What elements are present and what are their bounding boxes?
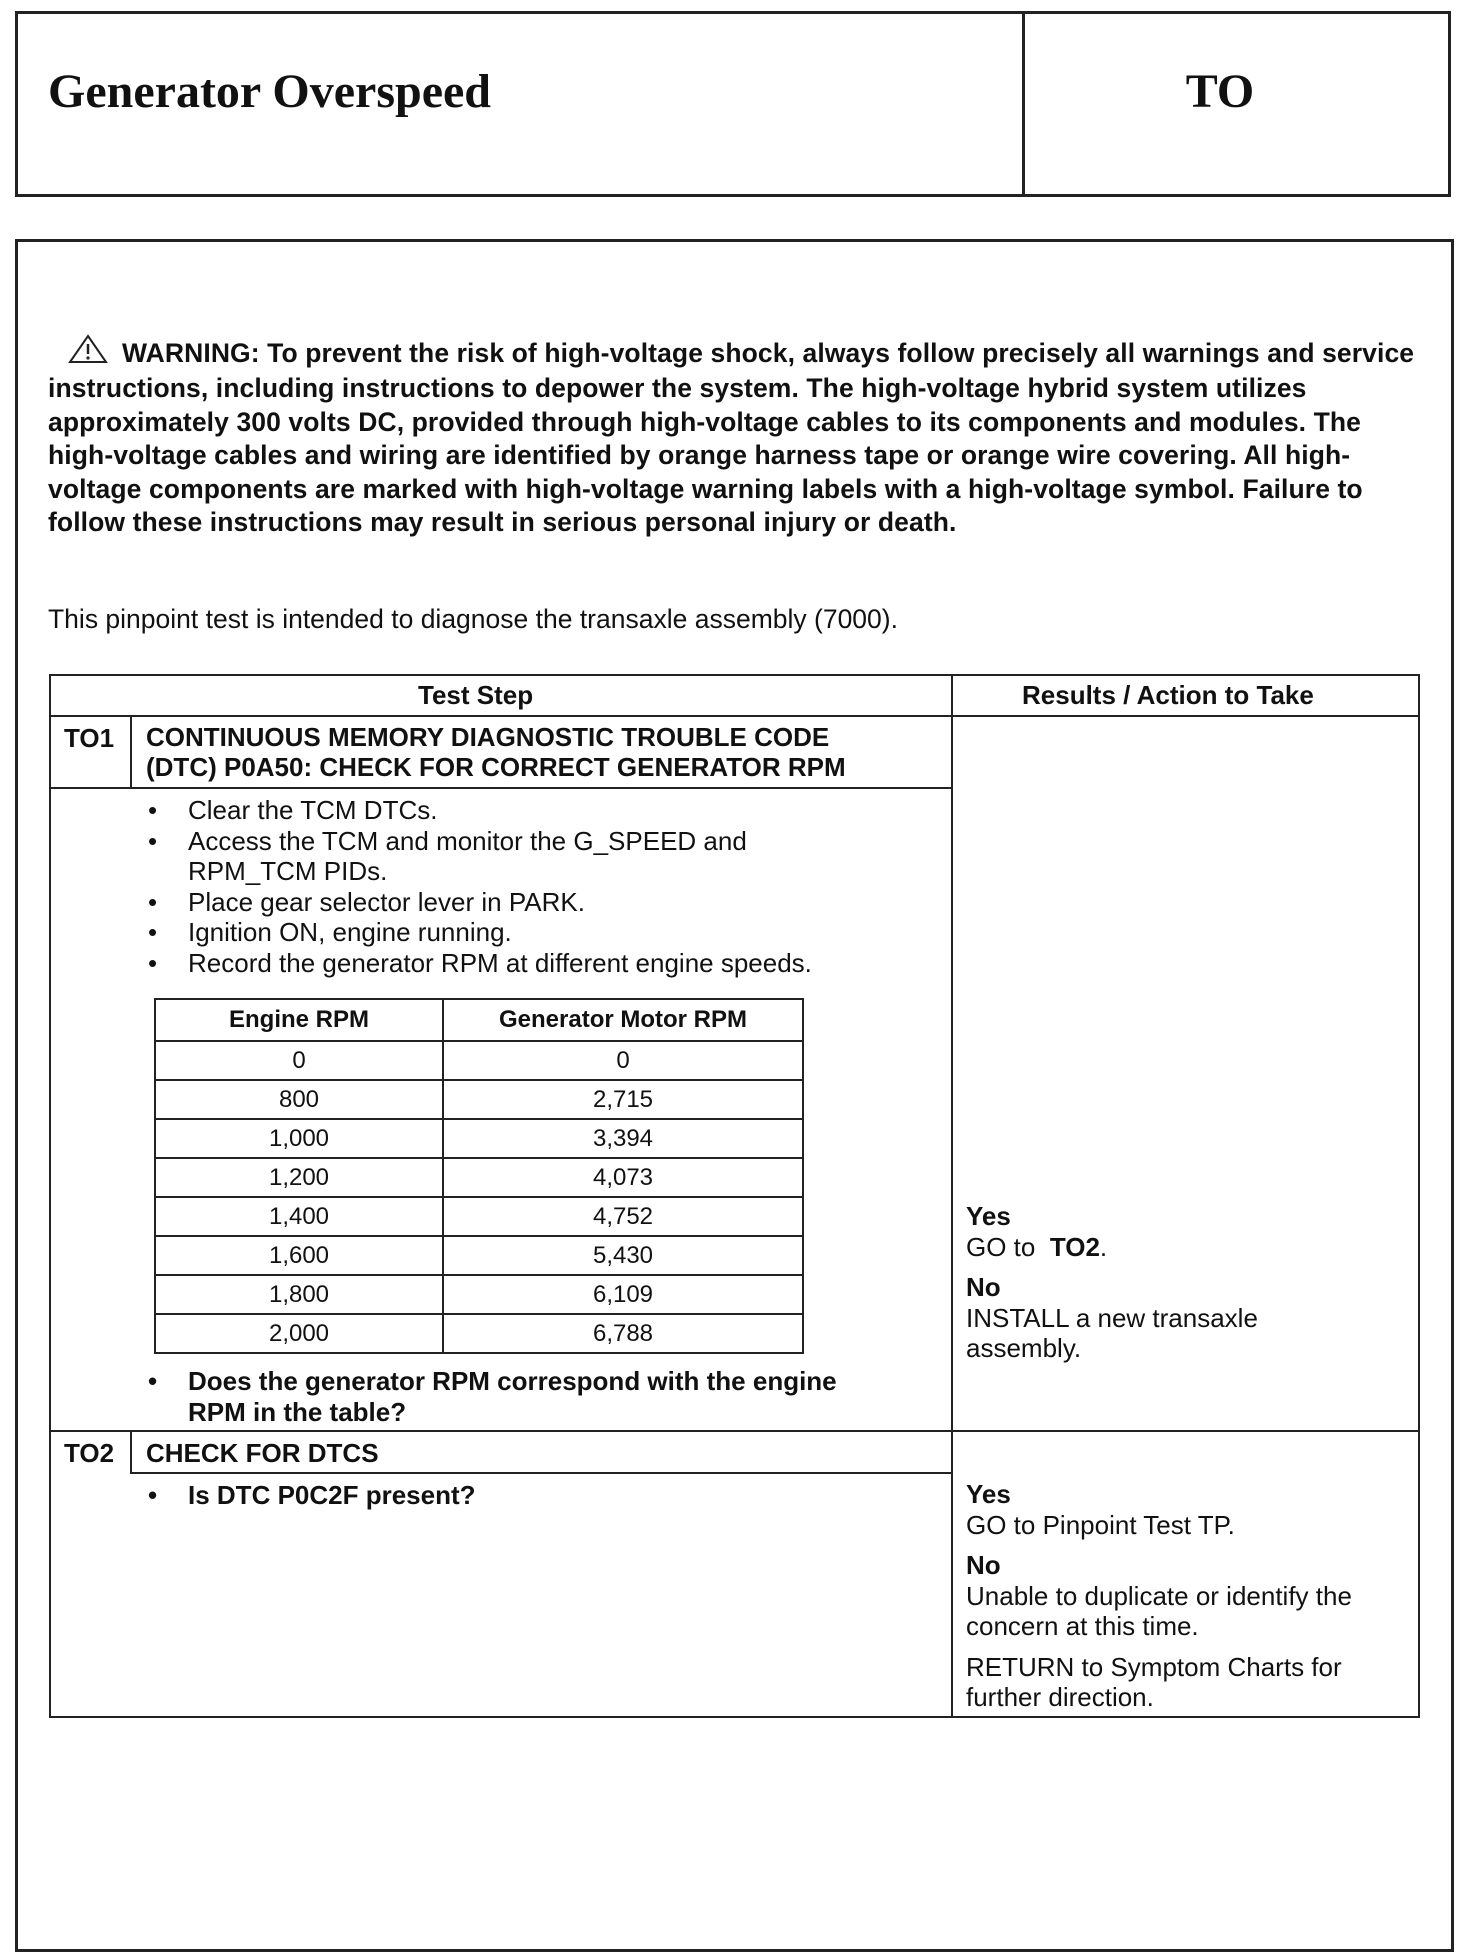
- generator-rpm-cell: 3,394: [443, 1119, 803, 1158]
- list-item: RPM_TCM PIDs.: [188, 856, 388, 886]
- header-test-step: Test Step: [418, 680, 534, 710]
- yes-suffix: .: [1099, 1231, 1108, 1262]
- intro-text: This pinpoint test is intended to diagnose the transaxle assembly (7000).: [48, 604, 898, 634]
- table-row: [155, 1041, 803, 1080]
- section-code: TO: [1185, 65, 1255, 118]
- to1-question: [140, 1366, 837, 1427]
- engine-rpm-cell: 1,800: [155, 1275, 443, 1314]
- table-border-top: [49, 674, 1420, 676]
- yes-target: TO2: [1049, 1231, 1100, 1262]
- return-action-line: RETURN to Symptom Charts for: [966, 1651, 1342, 1682]
- to2-question: [140, 1480, 476, 1511]
- engine-rpm-cell: 1,600: [155, 1236, 443, 1275]
- to1-title-divider: [130, 787, 951, 789]
- no-action-line: Unable to duplicate or identify the: [966, 1580, 1352, 1611]
- engine-rpm-cell: 0: [155, 1041, 443, 1080]
- table-header-divider: [49, 715, 1420, 717]
- no-action-line: INSTALL a new transaxle: [966, 1302, 1258, 1333]
- no-action-line: concern at this time.: [966, 1611, 1199, 1641]
- step-title-line: (DTC) P0A50: CHECK FOR CORRECT GENERATOR RPM: [146, 752, 846, 782]
- list-item: RPM in the table?: [188, 1396, 407, 1427]
- step-title-line: CONTINUOUS MEMORY DIAGNOSTIC TROUBLE CODE: [146, 722, 830, 752]
- engine-rpm-cell: 1,200: [155, 1158, 443, 1197]
- page-title: Generator Overspeed: [48, 65, 491, 118]
- rpm-table: [154, 998, 804, 1354]
- step-id-to2: TO2: [63, 1438, 115, 1468]
- generator-rpm-cell: 6,109: [443, 1275, 803, 1314]
- to1-results: [966, 1201, 1406, 1364]
- yes-prefix: GO to: [966, 1231, 1036, 1262]
- rpm-col-generator: Generator Motor RPM: [443, 999, 803, 1041]
- table-row: [155, 1119, 803, 1158]
- yes-action: [966, 1232, 1406, 1263]
- to2-title-divider: [130, 1472, 951, 1474]
- list-item: • Is DTC P0C2F present?: [140, 1480, 476, 1511]
- generator-rpm-cell: 5,430: [443, 1236, 803, 1275]
- engine-rpm-cell: 800: [155, 1080, 443, 1119]
- table-border-right: [1418, 674, 1420, 1718]
- rpm-col-engine: Engine RPM: [155, 999, 443, 1041]
- to2-results: [966, 1479, 1406, 1713]
- list-item: • Access the TCM and monitor the G_SPEED and: [140, 826, 812, 857]
- engine-rpm-cell: 1,000: [155, 1119, 443, 1158]
- to2-id-divider: [130, 1430, 132, 1474]
- generator-rpm-cell: 4,073: [443, 1158, 803, 1197]
- table-row: [155, 1314, 803, 1353]
- no-action-line: assembly.: [966, 1333, 1082, 1363]
- no-label: No: [966, 1550, 1001, 1580]
- no-label: No: [966, 1272, 1001, 1302]
- list-item: • Clear the TCM DTCs.: [140, 795, 812, 826]
- warning-notice: [48, 334, 1428, 539]
- to2-row-divider: [49, 1430, 1420, 1432]
- table-border-bottom: [49, 1716, 1420, 1718]
- to1-instructions: [140, 795, 812, 978]
- table-row: [155, 1236, 803, 1275]
- list-item: • Does the generator RPM correspond with the engine: [140, 1366, 837, 1397]
- engine-rpm-cell: 2,000: [155, 1314, 443, 1353]
- engine-rpm-cell: 1,400: [155, 1197, 443, 1236]
- table-border-left: [49, 674, 51, 1718]
- table-row: [155, 1158, 803, 1197]
- generator-rpm-cell: 0: [443, 1041, 803, 1080]
- generator-rpm-cell: 4,752: [443, 1197, 803, 1236]
- yes-label: Yes: [966, 1201, 1011, 1231]
- return-action-line: further direction.: [966, 1682, 1154, 1712]
- step-title-to1: [146, 722, 846, 782]
- warning-text: WARNING: To prevent the risk of high-voltage shock, always follow precisely all warnings and service instructions, including instructions to depower the system. The high-voltage hybrid system utilizes approximately 300 volts DC, provided through high-voltage cables to its components and modules. The high-voltage cables and wiring are identified by orange harness tape or orange wire covering. All high-voltage components are marked with high-voltage warning labels with a high-voltage symbol. Failure to follow these instructions may result in serious personal injury or death.: [48, 338, 1415, 538]
- table-row: [155, 1275, 803, 1314]
- header-results: Results / Action to Take: [1022, 680, 1314, 710]
- rpm-table-header: [155, 999, 803, 1041]
- to1-id-divider: [130, 715, 132, 789]
- table-row: [155, 1197, 803, 1236]
- table-row: [155, 1080, 803, 1119]
- list-item: • Ignition ON, engine running.: [140, 917, 812, 948]
- generator-rpm-cell: 6,788: [443, 1314, 803, 1353]
- generator-rpm-cell: 2,715: [443, 1080, 803, 1119]
- step-id-to1: TO1: [63, 723, 115, 753]
- to1-left-bottom: [49, 787, 130, 789]
- yes-action: GO to Pinpoint Test TP.: [966, 1509, 1235, 1540]
- step-title-to2: CHECK FOR DTCS: [146, 1438, 379, 1468]
- warning-triangle-icon: [68, 334, 108, 372]
- yes-label: Yes: [966, 1479, 1011, 1509]
- list-item: • Record the generator RPM at different engine speeds.: [140, 948, 812, 979]
- table-column-divider: [951, 674, 953, 1718]
- list-item: • Place gear selector lever in PARK.: [140, 887, 812, 918]
